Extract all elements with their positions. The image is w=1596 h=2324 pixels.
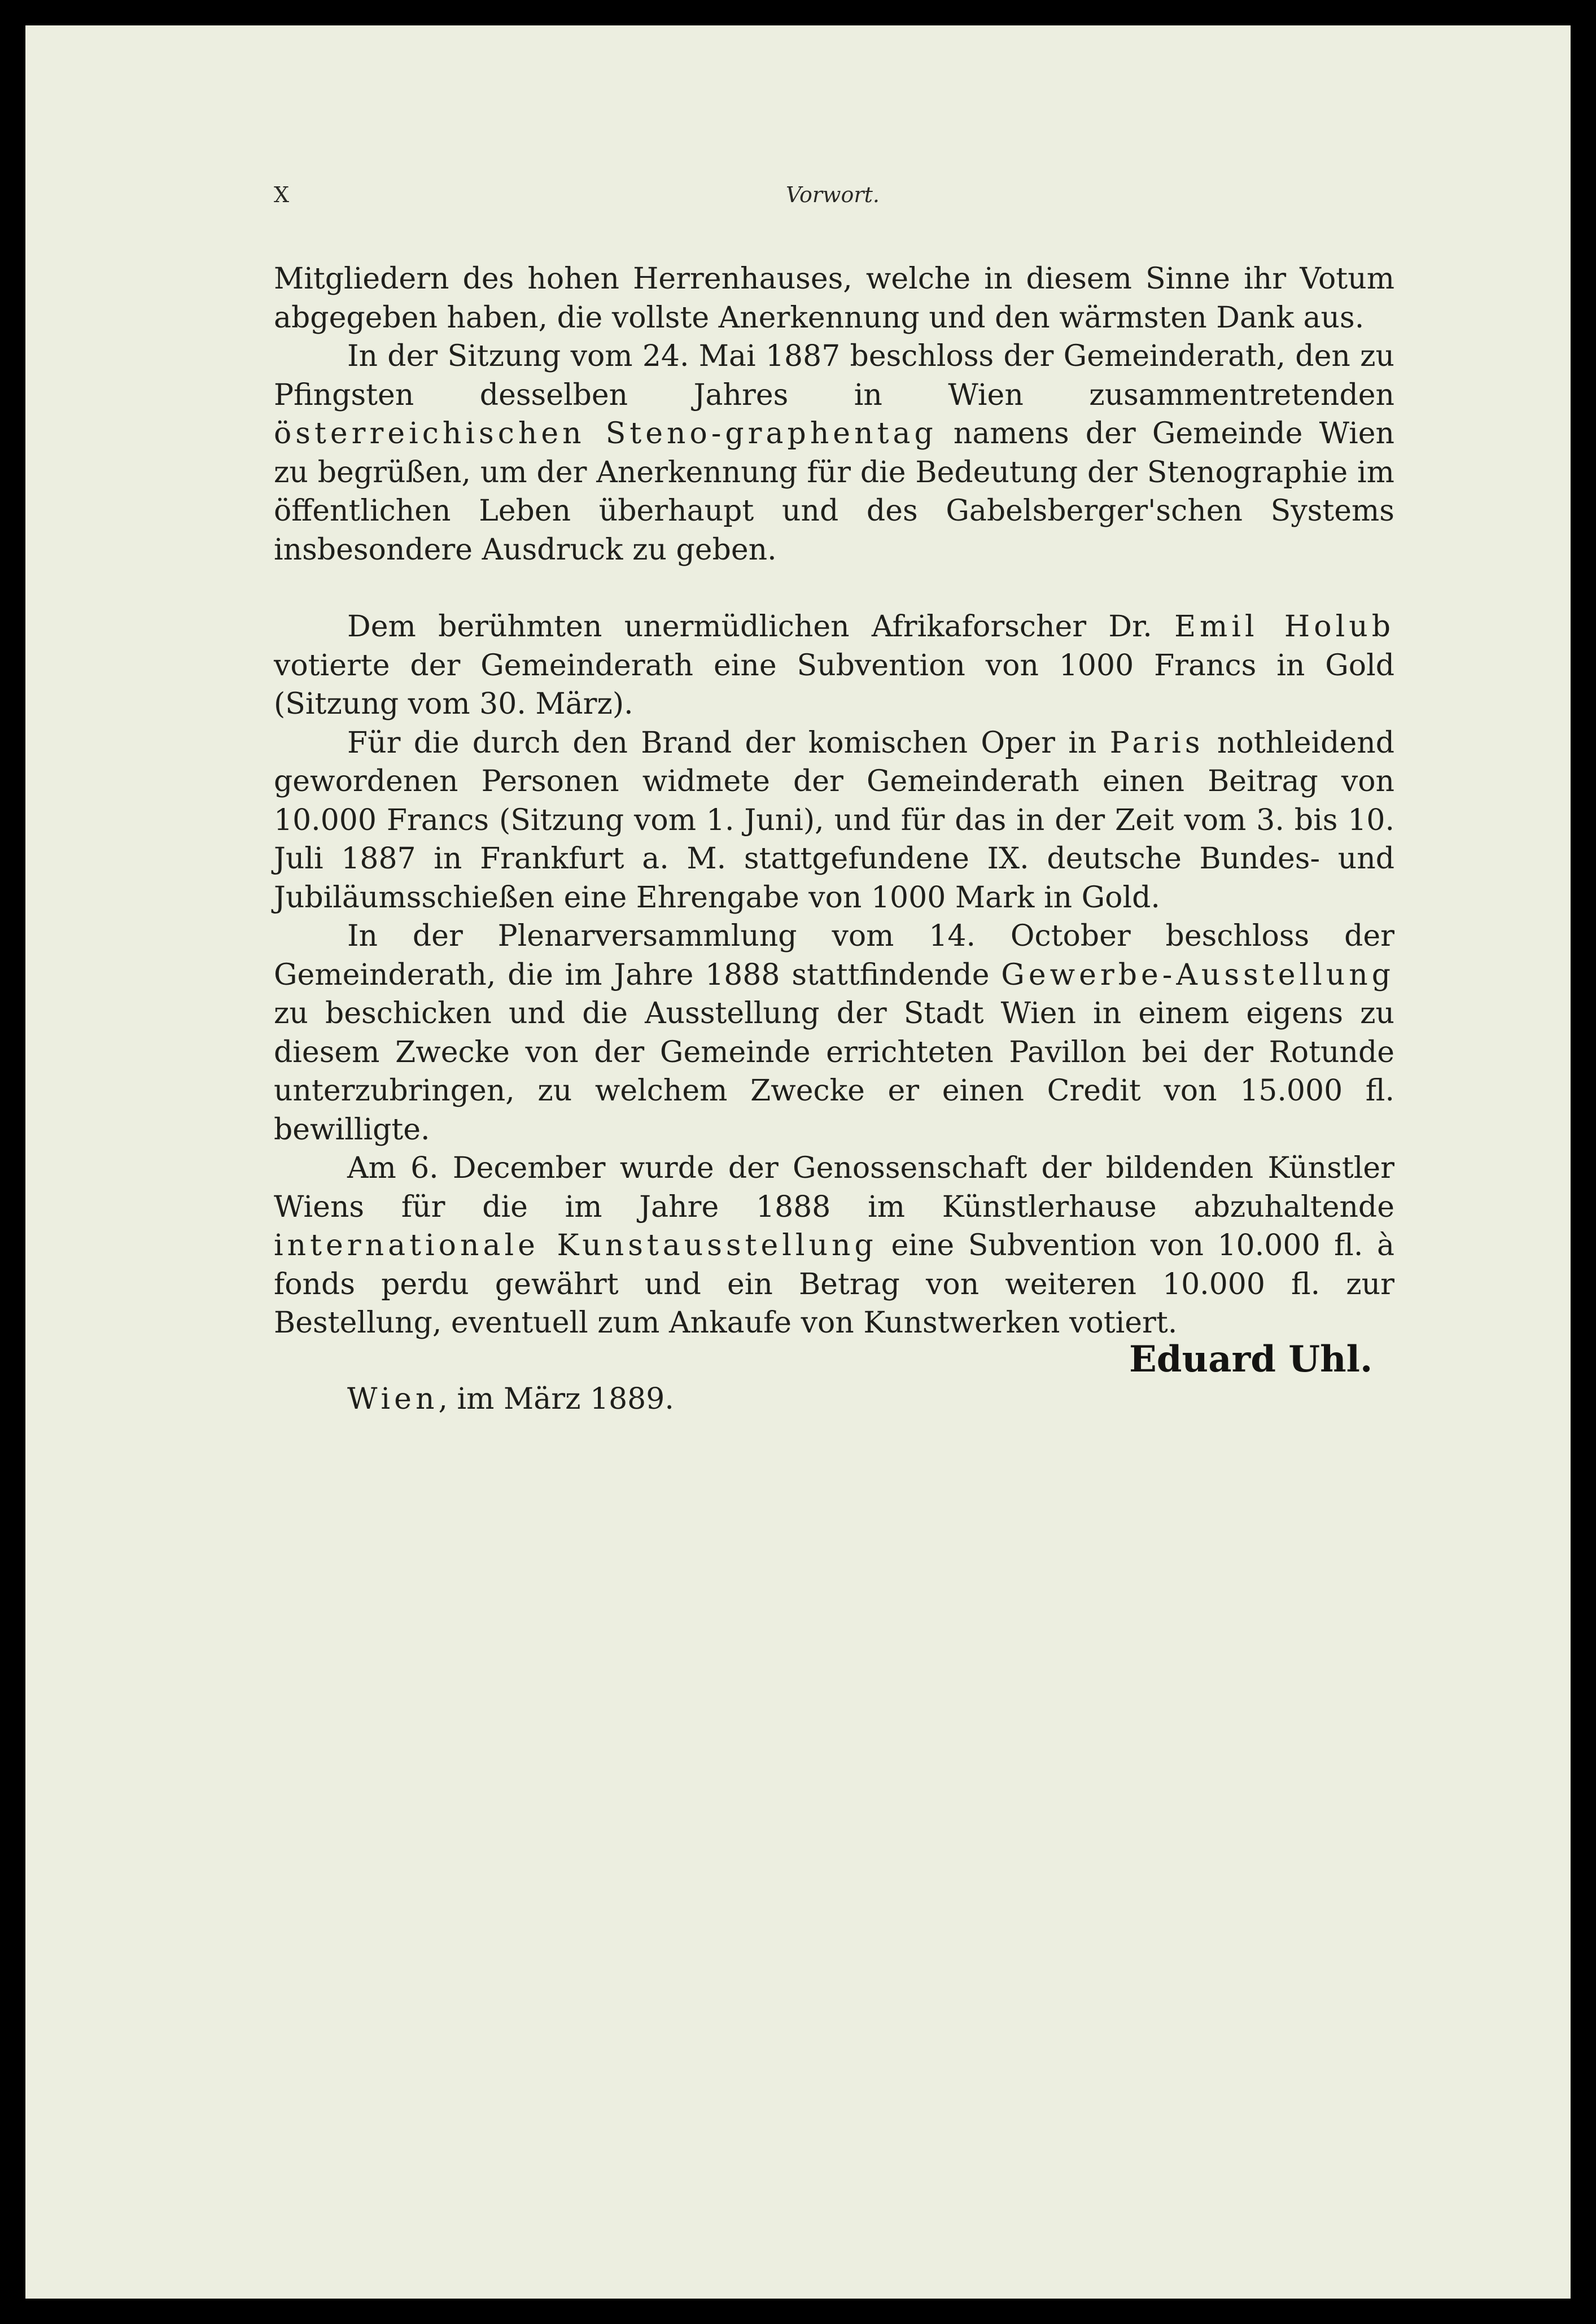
author-signature: Eduard Uhl. bbox=[1129, 1338, 1373, 1381]
closing-date: , im März 1889. bbox=[438, 1382, 674, 1416]
spaced-emphasis: österreichischen Steno-graphentag bbox=[274, 417, 937, 451]
paragraph-gewerbe-ausstellung: In der Plenarversammlung vom 14. October beschloss der Gemeinderath, die im Jahre 1888 stattfindende Gewerbe-Ausstellung zu beschicken und die Ausstellung der Stadt Wien in einem eigens zu diesem Zwecke von der Gemeinde errichteten Pavillon bei der Rotunde unterzubringen, zu welchem Zwecke er einen Credit von 15.000 fl. bewilligte. bbox=[274, 919, 1394, 1147]
spaced-emphasis: Emil Holub bbox=[1174, 610, 1394, 644]
running-title: Vorwort. bbox=[786, 182, 880, 207]
paragraph-kunstausstellung: Am 6. December wurde der Genossenschaft der bildenden Künstler Wiens für die im Jahre 1888 im Künstlerhause abzuhaltende internationale Kunstausstellung eine Subvention von 10.000 fl. à fonds perdu gewährt und ein Betrag von weiteren 10.000 fl. zur Bestellung, eventuell zum Ankaufe von Kunstwerken votiert. bbox=[274, 1151, 1395, 1340]
paragraph-stenographentag: In der Sitzung vom 24. Mai 1887 beschloss der Gemeinderath, den zu Pfingsten desselben Jahres in Wien zusammentretenden österreichischen Steno-graphentag namens der Gemeinde Wien zu begrüßen, um der Anerkennung für die Bedeutung der Stenographie im öffentlichen Leben überhaupt und des Gabelsberger'schen Systems insbesondere Ausdruck zu geben. bbox=[274, 339, 1394, 567]
page-number: X bbox=[274, 182, 290, 207]
running-head bbox=[274, 182, 1392, 216]
book-page bbox=[25, 25, 1571, 2299]
closing-line bbox=[274, 1380, 1394, 1419]
paragraph-herrenhaus: Mitgliedern des hohen Herrenhauses, welche in diesem Sinne ihr Votum abgegeben haben, die vollste Anerkennung und den wärmsten Dank aus. bbox=[274, 262, 1394, 335]
spaced-emphasis: Gewerbe-Ausstellung bbox=[1001, 958, 1394, 992]
closing-place: Wien bbox=[347, 1382, 439, 1416]
paragraph-holub: Dem berühmten unermüdlichen Afrikaforscher Dr. Emil Holub votierte der Gemeinderath eine Subvention von 1000 Francs in Gold (Sitzung vom 30. März). bbox=[274, 610, 1394, 721]
paragraph-paris: Für die durch den Brand der komischen Oper in Paris nothleidend gewordenen Personen widmete der Gemeinderath einen Beitrag von 10.000 Francs (Sitzung vom 1. Juni), und für das in der Zeit vom 3. bis 10. Juli 1887 in Frankfurt a. M. stattgefundene IX. deutsche Bundes- und Jubiläumsschießen eine Ehrengabe von 1000 Mark in Gold. bbox=[274, 726, 1394, 915]
spaced-emphasis: internationale Kunstausstellung bbox=[274, 1229, 877, 1263]
body-text bbox=[274, 260, 1394, 1418]
spaced-emphasis: Paris bbox=[1109, 726, 1204, 760]
